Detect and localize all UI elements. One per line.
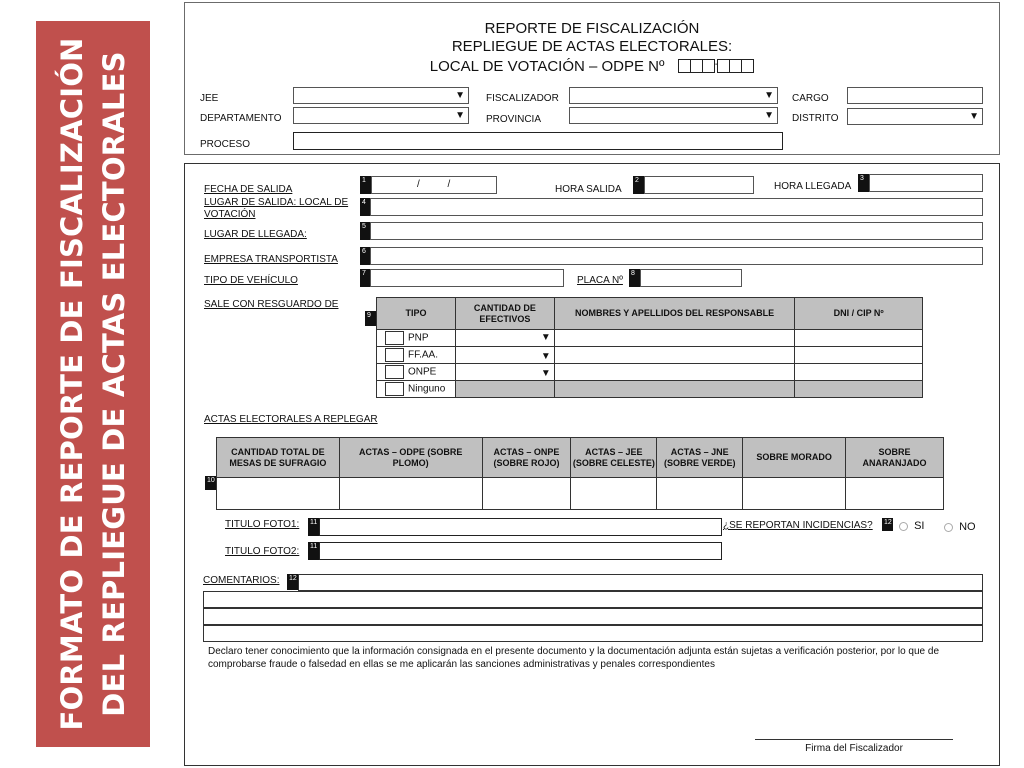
- table-row: [377, 381, 923, 398]
- lugar-llegada-input[interactable]: [370, 222, 983, 240]
- anaranjado-cell[interactable]: [846, 478, 944, 510]
- incidencias-label: ¿SE REPORTAN INCIDENCIAS?: [723, 520, 873, 531]
- jee-label: JEE: [200, 93, 219, 104]
- disabled-cell: [455, 381, 554, 398]
- lugar-salida-label: LUGAR DE SALIDA: LOCAL DE VOTACIÓN: [204, 197, 349, 220]
- odpe-separator: -: [714, 59, 719, 70]
- odpe-label: LOCAL DE VOTACIÓN – ODPE Nº: [429, 58, 665, 75]
- hora-salida-input[interactable]: [644, 176, 754, 194]
- table-header-row: [377, 298, 923, 330]
- proceso-label: PROCESO: [200, 139, 251, 150]
- chevron-down-icon: ▼: [455, 89, 465, 101]
- odpe-digit-6[interactable]: [741, 59, 754, 73]
- column-header: TIPO: [377, 298, 456, 330]
- column-header: ACTAS – JNE (SOBRE VERDE): [657, 438, 743, 478]
- field-number-badge: 12: [882, 518, 893, 531]
- cantidad-select[interactable]: [455, 347, 554, 364]
- departamento-label: DEPARTAMENTO: [200, 113, 282, 124]
- odpe-digit-3[interactable]: [702, 59, 715, 73]
- chevron-down-icon: ▼: [455, 109, 465, 121]
- column-header: ACTAS – JEE (SOBRE CELESTE): [571, 438, 657, 478]
- foto2-input[interactable]: [319, 542, 722, 560]
- field-number-badge: 11: [308, 518, 319, 536]
- tipo-vehiculo-label: TIPO DE VEHÍCULO: [204, 275, 298, 286]
- table-row: [217, 478, 944, 510]
- column-header: DNI / CIP Nº: [795, 298, 923, 330]
- disabled-cell: [554, 381, 794, 398]
- placa-input[interactable]: [640, 269, 742, 287]
- placa-label: PLACA Nº: [577, 275, 623, 286]
- tipo-cell: FF.AA.: [377, 347, 456, 364]
- incidencias-si-option[interactable]: SI: [899, 520, 924, 533]
- nombres-cell[interactable]: [554, 364, 794, 381]
- jne-cell[interactable]: [657, 478, 743, 510]
- cargo-label: CARGO: [792, 93, 829, 104]
- banner-title: [51, 34, 135, 734]
- hora-llegada-label: HORA LLEGADA: [774, 181, 852, 192]
- distrito-select[interactable]: [847, 108, 983, 125]
- onpe-cell[interactable]: [482, 478, 571, 510]
- chevron-down-icon: ▼: [764, 109, 774, 121]
- dni-cell[interactable]: [795, 347, 923, 364]
- comentarios-label: COMENTARIOS:: [203, 575, 280, 586]
- field-number-badge: 6: [360, 247, 371, 265]
- fiscalizador-label: FISCALIZADOR: [486, 93, 559, 104]
- column-header: ACTAS – ODPE (SOBRE PLOMO): [339, 438, 482, 478]
- tipo-cell: PNP: [377, 330, 456, 347]
- chevron-down-icon: ▼: [540, 350, 551, 362]
- field-number-badge: 12: [287, 574, 298, 590]
- cargo-input[interactable]: [847, 87, 983, 104]
- foto1-label: TITULO FOTO1:: [225, 519, 300, 530]
- form-subtitle: REPLIEGUE DE ACTAS ELECTORALES:: [451, 38, 733, 55]
- table-row: [377, 347, 923, 364]
- resguardo-table: [376, 297, 923, 398]
- lugar-llegada-label: LUGAR DE LLEGADA:: [204, 229, 307, 240]
- chevron-down-icon: ▼: [540, 332, 551, 343]
- field-number-badge: 3: [858, 174, 869, 192]
- chevron-down-icon: ▼: [540, 368, 551, 380]
- form-title: REPORTE DE FISCALIZACIÓN: [484, 20, 700, 37]
- chevron-down-icon: ▼: [969, 110, 979, 122]
- jee-cell[interactable]: [571, 478, 657, 510]
- table-header-row: [217, 438, 944, 478]
- dni-cell[interactable]: [795, 330, 923, 347]
- column-header: SOBRE MORADO: [743, 438, 846, 478]
- field-number-badge: 10: [205, 476, 216, 490]
- empresa-input[interactable]: [370, 247, 983, 265]
- column-header: ACTAS – ONPE (SOBRE ROJO): [482, 438, 571, 478]
- ffaa-checkbox[interactable]: [385, 348, 404, 362]
- field-number-badge: 5: [360, 222, 371, 240]
- field-number-badge: 7: [360, 269, 371, 287]
- banner-line-1: FORMATO DE REPORTE DE FISCALIZACIÓN: [55, 37, 89, 731]
- pnp-checkbox[interactable]: [385, 331, 404, 345]
- column-header: NOMBRES Y APELLIDOS DEL RESPONSABLE: [554, 298, 794, 330]
- banner-line-2: DEL REPLIEGUE DE ACTAS ELECTORALES: [97, 51, 131, 717]
- mesas-cell[interactable]: [217, 478, 340, 510]
- tipo-cell: Ninguno: [377, 381, 456, 398]
- signature-line: [755, 739, 953, 740]
- odpe-cell[interactable]: [339, 478, 482, 510]
- fecha-salida-label: FECHA DE SALIDA: [204, 184, 293, 195]
- provincia-label: PROVINCIA: [486, 114, 542, 125]
- chevron-down-icon: ▼: [764, 89, 774, 101]
- ninguno-checkbox[interactable]: [385, 382, 404, 396]
- cantidad-select[interactable]: [455, 364, 554, 381]
- hora-llegada-input[interactable]: [869, 174, 983, 192]
- comentarios-line-4[interactable]: [203, 625, 983, 642]
- comentarios-line-3[interactable]: [203, 608, 983, 625]
- table-row: [377, 330, 923, 347]
- proceso-input[interactable]: [293, 132, 783, 150]
- provincia-select[interactable]: [569, 107, 778, 124]
- odpe-title: [184, 56, 1000, 75]
- column-header: SOBRE ANARANJADO: [846, 438, 944, 478]
- hora-salida-label: HORA SALIDA: [555, 184, 622, 195]
- cantidad-select[interactable]: [455, 330, 554, 347]
- distrito-label: DISTRITO: [792, 113, 839, 124]
- dni-cell[interactable]: [795, 364, 923, 381]
- field-number-badge: 1: [360, 176, 371, 194]
- jee-select[interactable]: [293, 87, 469, 104]
- tipo-cell: ONPE: [377, 364, 456, 381]
- column-header: CANTIDAD DE EFECTIVOS: [455, 298, 554, 330]
- field-number-badge: 9: [365, 311, 376, 326]
- incidencias-no-option[interactable]: NO: [944, 521, 976, 534]
- morado-cell[interactable]: [743, 478, 846, 510]
- table-row: [377, 364, 923, 381]
- onpe-checkbox[interactable]: [385, 365, 404, 379]
- nombres-cell[interactable]: [554, 347, 794, 364]
- radio-no[interactable]: [944, 523, 953, 532]
- side-banner: [36, 21, 150, 747]
- field-number-badge: 2: [633, 176, 644, 194]
- actas-table: [216, 437, 944, 510]
- signature-label: Firma del Fiscalizador: [805, 743, 903, 754]
- field-number-badge: 4: [360, 198, 371, 216]
- fiscalizador-select[interactable]: [569, 87, 778, 104]
- lugar-salida-input[interactable]: [370, 198, 983, 216]
- tipo-vehiculo-input[interactable]: [370, 269, 564, 287]
- foto1-input[interactable]: [319, 518, 722, 536]
- column-header: CANTIDAD TOTAL DE MESAS DE SUFRAGIO: [217, 438, 340, 478]
- resguardo-label: SALE CON RESGUARDO DE: [204, 299, 339, 310]
- declaration-text: Declaro tener conocimiento que la información consignada en el presente documento y la documentación adjunta están sujetas a verificación posterior, por lo que de comprobarse fraude o falsedad en ellas se me aplicarán las sanciones administrativas y penales correspondientes: [208, 646, 940, 670]
- comentarios-line-2[interactable]: [203, 591, 983, 608]
- fecha-salida-input[interactable]: / /: [371, 176, 497, 194]
- disabled-cell: [795, 381, 923, 398]
- actas-label: ACTAS ELECTORALES A REPLEGAR: [204, 414, 378, 425]
- departamento-select[interactable]: [293, 107, 469, 124]
- empresa-label: EMPRESA TRANSPORTISTA: [204, 254, 338, 265]
- field-number-badge: 11: [308, 542, 319, 560]
- field-number-badge: 8: [629, 269, 640, 287]
- comentarios-line-1[interactable]: [298, 574, 983, 591]
- nombres-cell[interactable]: [554, 330, 794, 347]
- radio-si[interactable]: [899, 522, 908, 531]
- foto2-label: TITULO FOTO2:: [225, 546, 300, 557]
